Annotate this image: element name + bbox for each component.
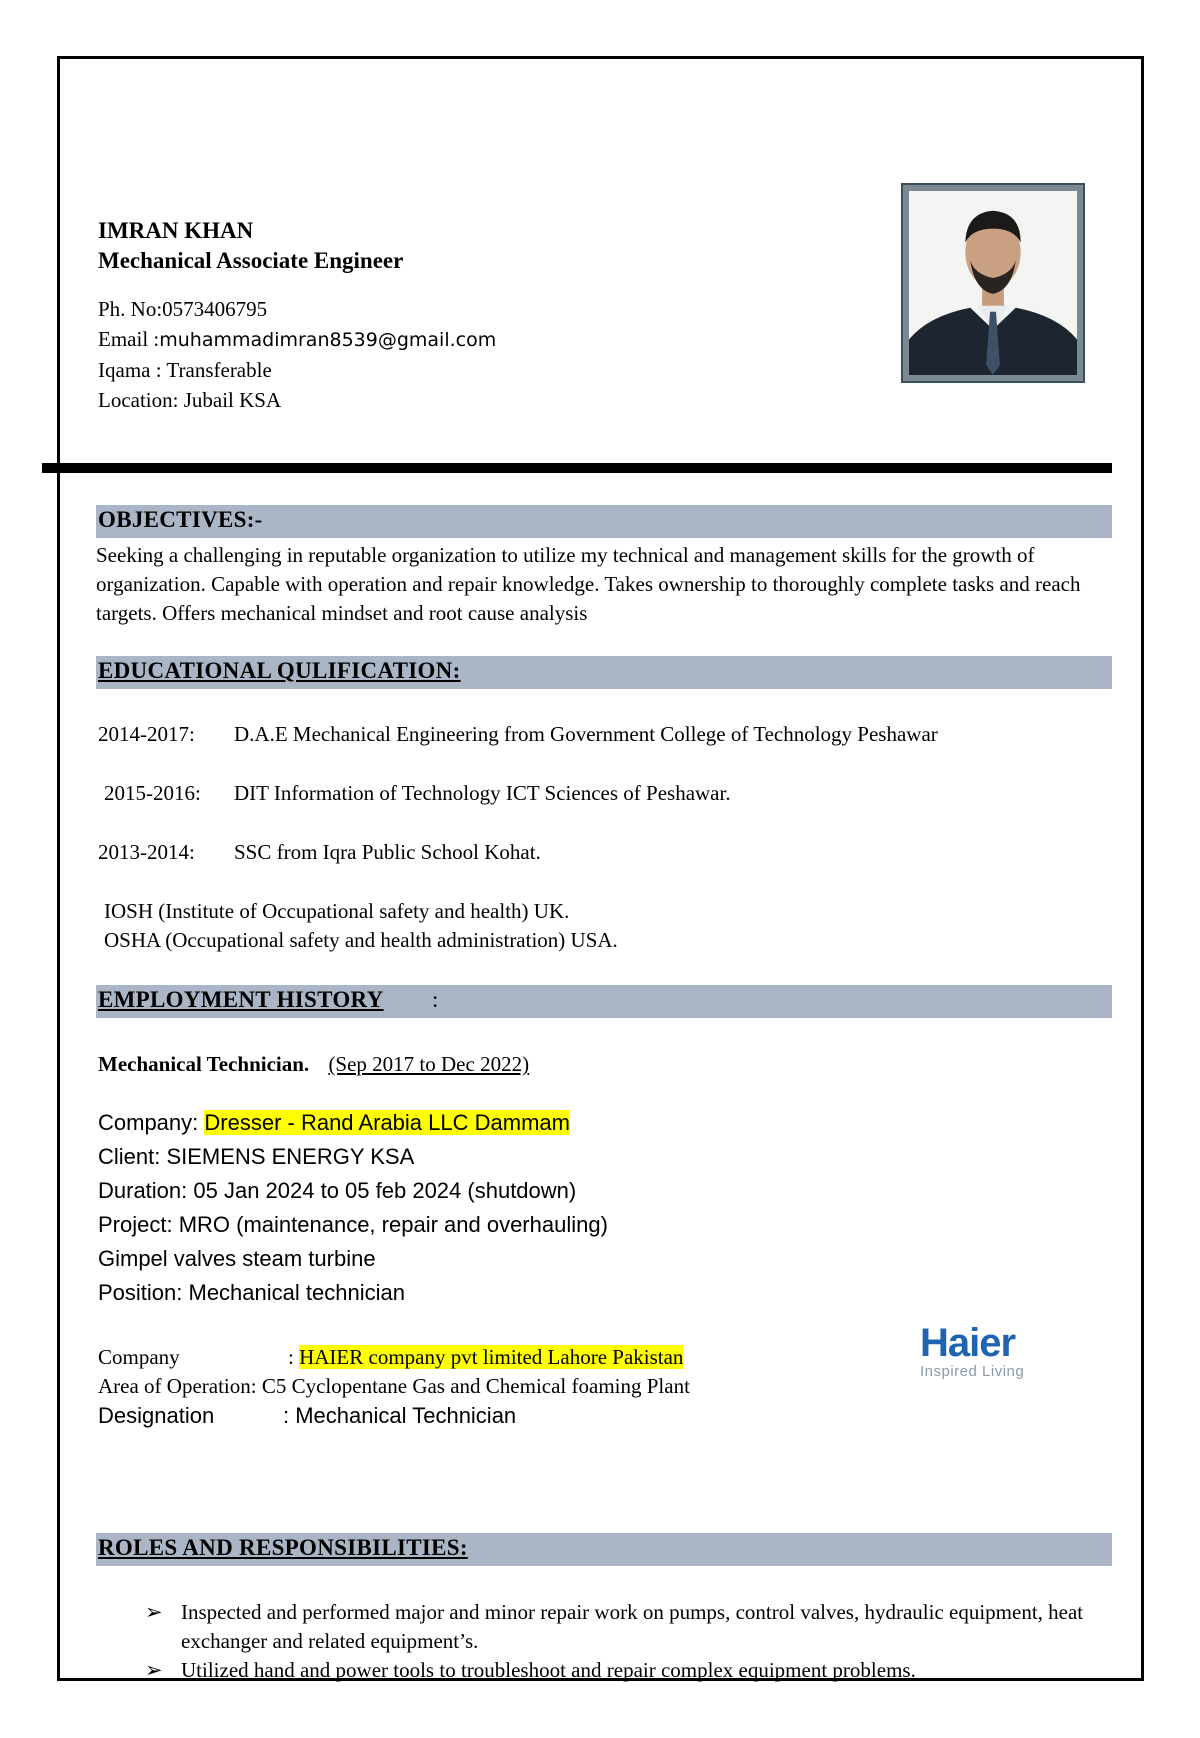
education-item <box>98 720 938 749</box>
education-item <box>98 838 541 867</box>
logo-tagline: Inspired Living <box>920 1363 1025 1380</box>
education-years: 2014-2017: <box>98 722 195 746</box>
company-dresser-line <box>98 1106 570 1140</box>
bullet-arrow-icon: ➢ <box>145 1600 163 1624</box>
section-header-employment <box>96 985 1112 1018</box>
job-title-line <box>98 1050 529 1079</box>
iqama-status: Iqama : Transferable <box>98 358 272 382</box>
email-line <box>98 324 496 355</box>
certification-iosh: IOSH (Institute of Occupational safety and health) UK. <box>104 899 570 923</box>
education-years: 2013-2014: <box>98 840 195 864</box>
objectives-text: Seeking a challenging in reputable organization to utilize my technical and management skills for the growth of organization. Capable with operation and repair knowledge. Takes ownership to thoroughly complete tasks and reach targets. Offers mechanical mindset and root cause analysis <box>96 543 1081 625</box>
project: Project: MRO (maintenance, repair and overhauling) <box>98 1212 608 1237</box>
phone: Ph. No:0573406795 <box>98 297 268 321</box>
education-years: 2015-2016: <box>104 781 201 805</box>
company-haier-name: HAIER company pvt limited Lahore Pakistan <box>299 1345 684 1369</box>
section-header-roles <box>96 1533 1112 1566</box>
roles-list <box>145 1598 1115 1685</box>
list-item-text: Utilized hand and power tools to troubleshoot and repair complex equipment problems. <box>181 1658 916 1682</box>
list-item-text: Inspected and performed major and minor repair work on pumps, control valves, hydraulic equipment, heat exchanger and related equipment’s. <box>181 1600 1084 1653</box>
haier-logo <box>920 1322 1060 1382</box>
resume-header <box>98 216 496 415</box>
contact-block <box>98 294 496 415</box>
list-item <box>145 1656 1115 1685</box>
education-detail: D.A.E Mechanical Engineering from Government College of Technology Peshawar <box>234 722 938 746</box>
company-dresser-name: Dresser - Rand Arabia LLC Dammam <box>204 1110 570 1135</box>
job-period: (Sep 2017 to Dec 2022) <box>328 1052 530 1076</box>
designation-key: Designation <box>98 1403 215 1428</box>
candidate-role: Mechanical Associate Engineer <box>98 248 404 273</box>
area-of-operation: Area of Operation: C5 Cyclopentane Gas and Chemical foaming Plant <box>98 1374 690 1398</box>
list-item <box>145 1598 1115 1656</box>
company-key: Company <box>98 1345 180 1369</box>
job-title: Mechanical Technician. <box>98 1052 310 1076</box>
location: Location: Jubail KSA <box>98 388 282 412</box>
client: Client: SIEMENS ENERGY KSA <box>98 1144 415 1169</box>
education-detail: DIT Information of Technology ICT Sciences of Peshawar. <box>234 781 731 805</box>
profile-photo <box>901 183 1085 383</box>
designation-value: : Mechanical Technician <box>283 1403 517 1428</box>
section-title-colon: : <box>432 987 439 1012</box>
section-header-education <box>96 656 1112 689</box>
candidate-name: IMRAN KHAN <box>98 218 254 243</box>
certification-osha: OSHA (Occupational safety and health administration) USA. <box>104 928 618 952</box>
logo-wordmark: Haier <box>920 1321 1016 1365</box>
company-haier-line <box>98 1343 683 1372</box>
project-detail: Gimpel valves steam turbine <box>98 1246 376 1271</box>
designation-line <box>98 1399 516 1433</box>
company-sep: : <box>288 1345 300 1369</box>
portrait-image <box>909 191 1077 375</box>
education-item <box>104 779 731 808</box>
email-address[interactable]: muhammadimran8539@gmail.com <box>159 329 497 351</box>
company-label: Company: <box>98 1110 205 1135</box>
section-header-objectives <box>96 505 1112 538</box>
bullet-arrow-icon: ➢ <box>145 1658 163 1682</box>
section-title: EDUCATIONAL QULIFICATION: <box>98 658 461 683</box>
section-title: ROLES AND RESPONSIBILITIES: <box>98 1535 468 1560</box>
position: Position: Mechanical technician <box>98 1280 405 1305</box>
section-title: EMPLOYMENT HISTORY <box>98 987 384 1012</box>
section-title: OBJECTIVES:- <box>98 507 263 532</box>
duration: Duration: 05 Jan 2024 to 05 feb 2024 (shutdown) <box>98 1178 577 1203</box>
header-divider <box>42 463 1112 473</box>
education-detail: SSC from Iqra Public School Kohat. <box>234 840 541 864</box>
email-label: Email : <box>98 327 160 351</box>
